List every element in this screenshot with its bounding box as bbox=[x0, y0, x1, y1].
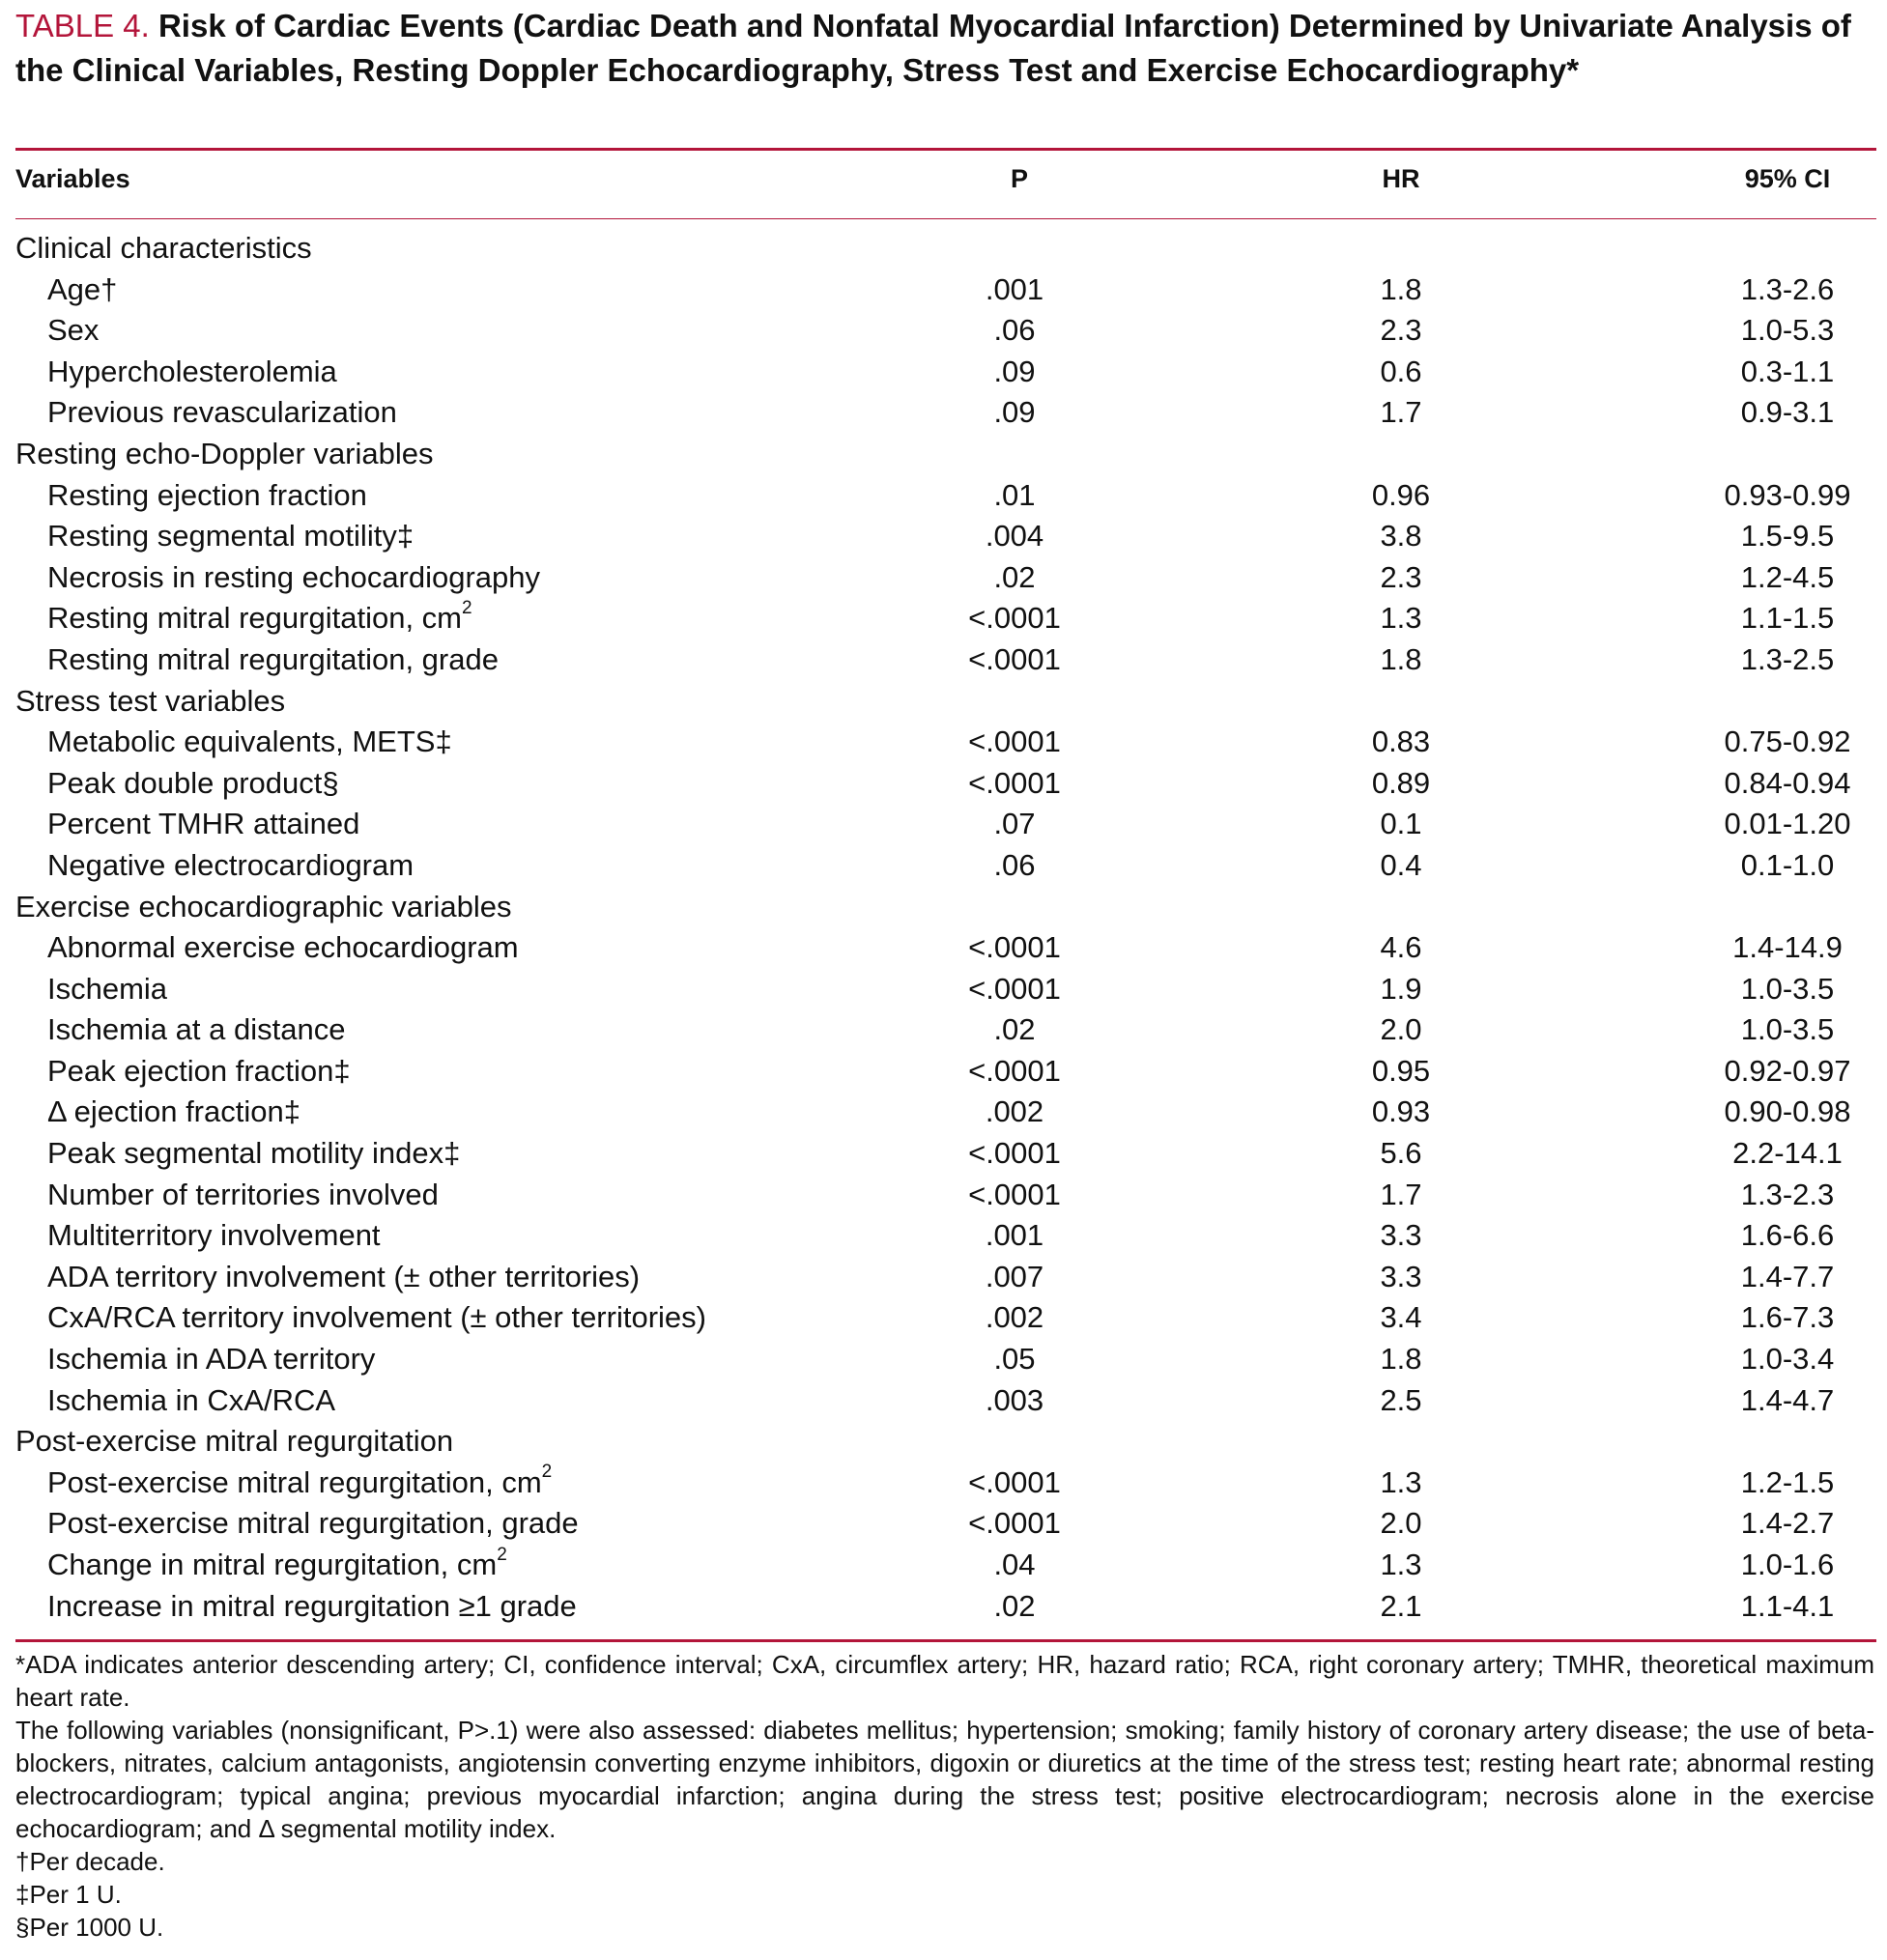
table-row bbox=[0, 1297, 1887, 1339]
section-row bbox=[0, 1421, 1887, 1463]
section-row bbox=[0, 681, 1887, 723]
hr-cell: 1.3 bbox=[1380, 601, 1422, 636]
p-value-cell: .09 bbox=[993, 354, 1036, 388]
variable-cell bbox=[47, 845, 414, 887]
variable-text: Negative electrocardiogram bbox=[47, 847, 415, 882]
unit-superscript: 2 bbox=[462, 598, 472, 619]
hr-cell: 3.4 bbox=[1380, 1300, 1422, 1335]
variable-cell bbox=[47, 310, 99, 352]
ci-cell: 0.9-3.1 bbox=[1740, 395, 1835, 430]
table-row bbox=[0, 1215, 1887, 1257]
hr-cell: 2.5 bbox=[1380, 1382, 1422, 1417]
p-value-cell: <.0001 bbox=[968, 1136, 1061, 1171]
hr-cell: 2.0 bbox=[1380, 1506, 1422, 1541]
variable-cell bbox=[47, 763, 339, 805]
variable-text: Δ ejection fraction‡ bbox=[47, 1094, 300, 1129]
ci-cell: 1.4-14.9 bbox=[1732, 930, 1843, 965]
hr-cell: 1.9 bbox=[1380, 971, 1422, 1006]
variable-text: Post-exercise mitral regurgitation bbox=[15, 1424, 454, 1459]
variable-text: Resting echo-Doppler variables bbox=[15, 436, 434, 470]
hr-cell: 4.6 bbox=[1380, 930, 1422, 965]
hr-cell: 5.6 bbox=[1380, 1136, 1422, 1171]
variable-cell bbox=[47, 1545, 507, 1586]
variable-cell bbox=[47, 1133, 460, 1175]
p-value-cell: <.0001 bbox=[968, 724, 1061, 759]
variable-text: Peak segmental motility index‡ bbox=[47, 1136, 461, 1171]
variable-cell bbox=[47, 1297, 706, 1339]
variable-cell bbox=[47, 722, 452, 763]
ci-cell: 1.0-1.6 bbox=[1740, 1548, 1835, 1581]
ci-cell: 1.1-1.5 bbox=[1740, 601, 1835, 636]
section-heading bbox=[15, 228, 312, 270]
ci-cell: 1.0-3.5 bbox=[1740, 1012, 1835, 1047]
p-value-cell: <.0001 bbox=[968, 930, 1061, 965]
table-caption bbox=[15, 4, 1871, 93]
table-row bbox=[0, 557, 1887, 599]
variable-text: Increase in mitral regurgitation ≥1 grade bbox=[47, 1588, 577, 1623]
header-ci: 95% CI bbox=[1744, 164, 1831, 193]
variable-cell bbox=[47, 927, 519, 969]
hr-cell: 1.3 bbox=[1380, 1548, 1422, 1581]
table-row bbox=[0, 1545, 1887, 1586]
table-row bbox=[0, 639, 1887, 681]
table-row bbox=[0, 1380, 1887, 1422]
variable-text: Ischemia bbox=[47, 971, 168, 1006]
hr-cell: 0.83 bbox=[1371, 724, 1431, 759]
variable-cell bbox=[47, 516, 414, 557]
p-value-cell: <.0001 bbox=[968, 1053, 1061, 1088]
ci-cell: 1.5-9.5 bbox=[1740, 519, 1835, 554]
variable-cell bbox=[47, 1503, 579, 1545]
table-row bbox=[0, 1175, 1887, 1216]
table-row bbox=[0, 1092, 1887, 1133]
variable-text: Resting mitral regurgitation, cm bbox=[47, 601, 462, 636]
ci-cell: 0.90-0.98 bbox=[1724, 1094, 1851, 1129]
ci-cell: 1.1-4.1 bbox=[1740, 1588, 1835, 1623]
footnote-nonsignificant: The following variables (nonsignificant, P>.1) were also assessed: diabetes mellitus; hypertension; smoking; family history of coronary artery disease; the use of beta-blockers, nitrates, calcium antagonists, angiotensin converting enzyme inhibitors, digoxin or diuretics at the time of the stress test; resting heart rate; abnormal resting electrocardiogram; typical angina; previous myocardial infarction; angina during the stress test; positive electrocardiogram; necrosis alone in the exercise echocardiogram; and Δ segmental motility index. bbox=[15, 1716, 1874, 1843]
variable-cell bbox=[47, 392, 397, 434]
hr-cell: 1.3 bbox=[1380, 1464, 1422, 1499]
variable-cell bbox=[47, 1215, 381, 1257]
p-value-cell: <.0001 bbox=[968, 1177, 1061, 1211]
variable-text: CxA/RCA territory involvement (± other territories) bbox=[47, 1300, 706, 1335]
variable-text: Resting segmental motility‡ bbox=[47, 519, 415, 554]
table-label: TABLE 4. bbox=[15, 8, 150, 43]
p-value-cell: .07 bbox=[993, 807, 1036, 841]
table-row bbox=[0, 475, 1887, 517]
hr-cell: 3.8 bbox=[1380, 519, 1422, 554]
header-rule bbox=[15, 218, 1876, 219]
p-value-cell: .002 bbox=[985, 1094, 1044, 1129]
table-footnotes bbox=[15, 1648, 1874, 1944]
hr-cell: 1.8 bbox=[1380, 641, 1422, 676]
ci-cell: 1.4-2.7 bbox=[1740, 1506, 1835, 1541]
top-rule bbox=[15, 148, 1876, 151]
p-value-cell: .001 bbox=[985, 271, 1044, 306]
header-hr: HR bbox=[1382, 164, 1420, 193]
variable-cell bbox=[47, 804, 359, 845]
p-value-cell: <.0001 bbox=[968, 971, 1061, 1006]
p-value-cell: .001 bbox=[985, 1218, 1044, 1253]
p-value-cell: <.0001 bbox=[968, 601, 1061, 636]
variable-text: Ischemia in ADA territory bbox=[47, 1342, 376, 1377]
hr-cell: 0.95 bbox=[1371, 1053, 1431, 1088]
ci-cell: 0.84-0.94 bbox=[1724, 765, 1851, 800]
variable-text: Peak double product§ bbox=[47, 765, 339, 800]
variable-text: Change in mitral regurgitation, cm bbox=[47, 1548, 498, 1581]
variable-text: Percent TMHR attained bbox=[47, 807, 360, 841]
ci-cell: 1.3-2.5 bbox=[1740, 641, 1835, 676]
p-value-cell: .02 bbox=[993, 559, 1036, 594]
p-value-cell: .003 bbox=[985, 1382, 1044, 1417]
variable-text: Resting mitral regurgitation, grade bbox=[47, 641, 499, 676]
ci-cell: 1.0-3.4 bbox=[1740, 1342, 1835, 1377]
table-row bbox=[0, 392, 1887, 434]
section-heading bbox=[15, 887, 511, 928]
table-row bbox=[0, 1009, 1887, 1051]
footnote-abbreviations: *ADA indicates anterior descending artery; CI, confidence interval; CxA, circumflex artery; HR, hazard ratio; RCA, right coronary artery; TMHR, theoretical maximum heart rate. bbox=[15, 1650, 1874, 1712]
ci-cell: 1.0-3.5 bbox=[1740, 971, 1835, 1006]
ci-cell: 0.93-0.99 bbox=[1724, 477, 1851, 512]
section-row bbox=[0, 887, 1887, 928]
footnote-double-dagger: ‡Per 1 U. bbox=[15, 1880, 122, 1909]
table-title: Risk of Cardiac Events (Cardiac Death and Nonfatal Myocardial Infarction) Determined by Univariate Analysis of the Clinical Variables, Resting Doppler Echocardiography, Stress Test and Exercise Echocardiography* bbox=[15, 8, 1851, 88]
hr-cell: 0.93 bbox=[1371, 1094, 1431, 1129]
p-value-cell: <.0001 bbox=[968, 641, 1061, 676]
table-row bbox=[0, 310, 1887, 352]
hr-cell: 2.3 bbox=[1380, 313, 1422, 348]
hr-cell: 2.3 bbox=[1380, 559, 1422, 594]
variable-cell bbox=[47, 1339, 375, 1380]
hr-cell: 0.96 bbox=[1371, 477, 1431, 512]
variable-text: Ischemia at a distance bbox=[47, 1012, 346, 1047]
variable-cell bbox=[47, 598, 472, 639]
variable-cell bbox=[47, 475, 367, 517]
hr-cell: 0.6 bbox=[1380, 354, 1422, 388]
ci-cell: 1.0-5.3 bbox=[1740, 313, 1835, 348]
variable-text: Resting ejection fraction bbox=[47, 477, 367, 512]
table-row bbox=[0, 969, 1887, 1010]
hr-cell: 2.1 bbox=[1380, 1588, 1422, 1623]
header-p: P bbox=[1010, 164, 1028, 193]
ci-cell: 0.92-0.97 bbox=[1724, 1053, 1851, 1088]
table-row bbox=[0, 270, 1887, 311]
table-row bbox=[0, 845, 1887, 887]
variable-cell bbox=[47, 1051, 351, 1093]
variable-cell bbox=[47, 1175, 439, 1216]
variable-text: Post-exercise mitral regurgitation, cm bbox=[47, 1464, 542, 1499]
table-row bbox=[0, 927, 1887, 969]
p-value-cell: <.0001 bbox=[968, 765, 1061, 800]
table-row bbox=[0, 1051, 1887, 1093]
variable-cell bbox=[47, 1009, 345, 1051]
table-body bbox=[0, 228, 1887, 1627]
variable-text: Metabolic equivalents, METS‡ bbox=[47, 724, 452, 759]
variable-text: Stress test variables bbox=[15, 683, 286, 718]
variable-text: ADA territory involvement (± other territories) bbox=[47, 1259, 641, 1293]
table-row bbox=[0, 1503, 1887, 1545]
hr-cell: 0.4 bbox=[1380, 847, 1422, 882]
variable-cell bbox=[47, 1257, 640, 1298]
table-row bbox=[0, 1339, 1887, 1380]
hr-cell: 1.7 bbox=[1380, 395, 1422, 430]
ci-cell: 0.01-1.20 bbox=[1724, 807, 1851, 841]
hr-cell: 0.1 bbox=[1380, 807, 1422, 841]
table-row bbox=[0, 722, 1887, 763]
variable-cell bbox=[47, 1463, 552, 1504]
section-heading bbox=[15, 434, 434, 475]
variable-cell bbox=[47, 270, 117, 311]
variable-text: Exercise echocardiographic variables bbox=[15, 889, 512, 923]
footnote-section-sign: §Per 1000 U. bbox=[15, 1913, 164, 1942]
p-value-cell: .004 bbox=[985, 519, 1044, 554]
ci-cell: 0.3-1.1 bbox=[1740, 354, 1835, 388]
table-row bbox=[0, 516, 1887, 557]
hr-cell: 1.7 bbox=[1380, 1177, 1422, 1211]
hr-cell: 1.8 bbox=[1380, 271, 1422, 306]
table-row bbox=[0, 352, 1887, 393]
variable-text: Necrosis in resting echocardiography bbox=[47, 559, 541, 594]
hr-cell: 2.0 bbox=[1380, 1012, 1422, 1047]
variable-text: Number of territories involved bbox=[47, 1177, 439, 1211]
ci-cell: 0.75-0.92 bbox=[1724, 724, 1851, 759]
variable-text: Previous revascularization bbox=[47, 395, 397, 430]
variable-text: Abnormal exercise echocardiogram bbox=[47, 930, 519, 965]
variable-cell bbox=[47, 352, 337, 393]
table-row bbox=[0, 598, 1887, 639]
variable-cell bbox=[47, 1380, 335, 1422]
variable-text: Post-exercise mitral regurgitation, grade bbox=[47, 1506, 579, 1541]
p-value-cell: <.0001 bbox=[968, 1506, 1061, 1541]
variable-text: Age† bbox=[47, 271, 118, 306]
p-value-cell: .09 bbox=[993, 395, 1036, 430]
p-value-cell: .04 bbox=[993, 1548, 1036, 1581]
p-value-cell: .02 bbox=[993, 1012, 1036, 1047]
variable-text: Hypercholesterolemia bbox=[47, 354, 337, 388]
variable-cell bbox=[47, 557, 540, 599]
variable-cell bbox=[47, 639, 499, 681]
table-row bbox=[0, 1463, 1887, 1504]
p-value-cell: .02 bbox=[993, 1588, 1036, 1623]
ci-cell: 1.3-2.6 bbox=[1740, 271, 1835, 306]
hr-cell: 1.8 bbox=[1380, 1342, 1422, 1377]
bottom-rule bbox=[15, 1639, 1876, 1642]
ci-cell: 0.1-1.0 bbox=[1740, 847, 1835, 882]
unit-superscript: 2 bbox=[497, 1544, 507, 1565]
variable-text: Multiterritory involvement bbox=[47, 1218, 381, 1253]
hr-cell: 3.3 bbox=[1380, 1259, 1422, 1293]
ci-cell: 1.6-7.3 bbox=[1740, 1300, 1835, 1335]
variable-cell bbox=[47, 969, 167, 1010]
p-value-cell: .06 bbox=[993, 313, 1036, 348]
hr-cell: 3.3 bbox=[1380, 1218, 1422, 1253]
header-variables: Variables bbox=[15, 164, 130, 193]
section-heading bbox=[15, 681, 285, 723]
ci-cell: 1.4-4.7 bbox=[1740, 1382, 1835, 1417]
variable-cell bbox=[47, 1092, 300, 1133]
table-row bbox=[0, 1133, 1887, 1175]
variable-text: Sex bbox=[47, 313, 100, 348]
footnote-dagger: †Per decade. bbox=[15, 1847, 165, 1876]
section-heading bbox=[15, 1421, 453, 1463]
p-value-cell: <.0001 bbox=[968, 1464, 1061, 1499]
p-value-cell: .007 bbox=[985, 1259, 1044, 1293]
variable-text: Peak ejection fraction‡ bbox=[47, 1053, 351, 1088]
ci-cell: 1.3-2.3 bbox=[1740, 1177, 1835, 1211]
table-row bbox=[0, 763, 1887, 805]
p-value-cell: .01 bbox=[993, 477, 1036, 512]
unit-superscript: 2 bbox=[541, 1462, 553, 1483]
table-row bbox=[0, 1586, 1887, 1628]
ci-cell: 1.2-1.5 bbox=[1740, 1464, 1835, 1499]
variable-cell bbox=[47, 1586, 577, 1628]
hr-cell: 0.89 bbox=[1371, 765, 1431, 800]
ci-cell: 1.6-6.6 bbox=[1740, 1218, 1835, 1253]
p-value-cell: .05 bbox=[993, 1342, 1036, 1377]
ci-cell: 1.4-7.7 bbox=[1740, 1259, 1835, 1293]
table-row bbox=[0, 1257, 1887, 1298]
table-row bbox=[0, 804, 1887, 845]
ci-cell: 1.2-4.5 bbox=[1740, 559, 1835, 594]
variable-text: Ischemia in CxA/RCA bbox=[47, 1382, 336, 1417]
section-row bbox=[0, 228, 1887, 270]
variable-text: Clinical characteristics bbox=[15, 231, 312, 265]
p-value-cell: .06 bbox=[993, 847, 1036, 882]
ci-cell: 2.2-14.1 bbox=[1732, 1136, 1843, 1171]
p-value-cell: .002 bbox=[985, 1300, 1044, 1335]
section-row bbox=[0, 434, 1887, 475]
